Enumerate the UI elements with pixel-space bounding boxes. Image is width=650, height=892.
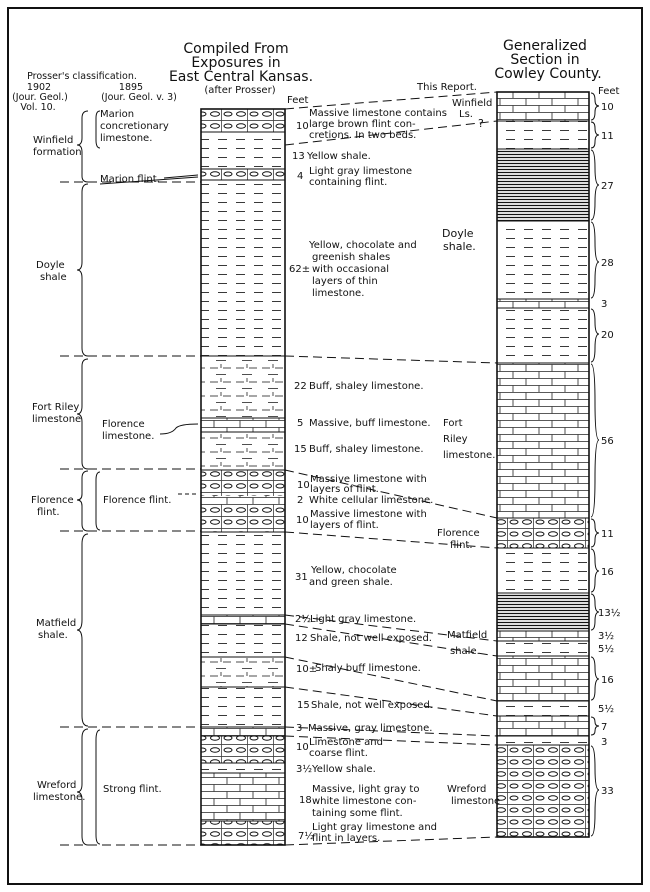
left-thick-14: 15 (297, 700, 310, 711)
class-1895-4-line1: Strong flint. (103, 784, 162, 795)
left-desc-7-1: layers of flint. (310, 484, 379, 495)
right-thick-2: 27 (601, 181, 614, 192)
r-layer-shale-5-5 (497, 641, 589, 656)
right-thick-8: 16 (601, 567, 614, 578)
layer-florence-flint-1 (201, 470, 285, 496)
class-1902-4-line1: Matfield (36, 618, 77, 629)
r-layer-dark-shale-13-5 (497, 593, 589, 631)
left-desc-2-1: containing flint. (309, 177, 388, 188)
left-stratigraphic-column (201, 109, 285, 845)
right-thick-9: 13½ (598, 608, 621, 619)
right-thick-4: 3 (601, 299, 608, 310)
left-desc-18-1: white limestone con- (312, 796, 417, 807)
right-name-1-line2: shale. (443, 240, 476, 253)
layer-yellow-shale-1 (201, 132, 285, 169)
left-desc-16-1: coarse flint. (309, 748, 368, 759)
left-desc-10-1: and green shale. (309, 577, 393, 588)
right-feet-label: Feet (598, 86, 620, 97)
left-title-line4: (after Prosser) (204, 85, 276, 96)
left-column-header (169, 41, 313, 106)
left-thick-17: 3½ (296, 764, 313, 775)
r-layer-shale-5-5b (497, 701, 589, 716)
class-1902-1-line1: Doyle (36, 260, 65, 271)
r-layer-shale-11 (497, 121, 589, 149)
right-name-2-line2: Riley (443, 434, 468, 445)
layer-florence-flint-2 (201, 504, 285, 532)
left-thick-3: 62± (289, 264, 311, 275)
right-name-5-line1: Wreford (447, 784, 487, 795)
right-name-0-line2: Ls. (459, 109, 473, 120)
left-title-line2: Exposures in (191, 55, 281, 71)
left-desc-7-0: Massive limestone with (310, 474, 427, 485)
left-desc-9-1: layers of flint. (310, 520, 379, 531)
left-thick-18: 18 (299, 795, 312, 806)
right-name-2-line1: Fort (443, 418, 463, 429)
prosser-1895-ref: (Jour. Geol. v. 3) (101, 92, 177, 103)
left-title-line3: East Central Kansas. (168, 69, 314, 85)
class-1895-0-line2: concretionary (100, 121, 169, 132)
class-1902-2-line2: limestone (32, 414, 82, 425)
left-desc-11-0: Light gray limestone. (310, 614, 417, 625)
layer-doyle-shale (201, 180, 285, 356)
layer-matfield-shale-1 (201, 532, 285, 615)
layer-limestone-flint-layers (201, 821, 285, 845)
left-thick-19: 7½ (298, 831, 315, 842)
left-desc-0-2: cretions. In two beds. (309, 130, 417, 141)
left-thick-4: 22 (294, 381, 307, 392)
prosser-1902-ref: (Jour. Geol.) (12, 92, 68, 103)
r-layer-winfield-limestone (497, 92, 589, 121)
layer-wreford-massive-limestone (201, 773, 285, 821)
r-layer-fort-riley-56 (497, 363, 589, 518)
left-desc-3-2: with occasional (312, 264, 389, 275)
left-thick-1: 13 (292, 151, 305, 162)
layer-marion-limestone (201, 109, 285, 132)
layer-shaly-buff-limestone (201, 657, 285, 687)
left-desc-3-1: greenish shales (312, 252, 391, 263)
r-layer-doyle-shale-28 (497, 221, 589, 299)
r-layer-limestone-16 (497, 656, 589, 701)
layer-limestone-coarse-flint (201, 736, 285, 763)
right-name-4-line1: Matfield (447, 630, 488, 641)
right-stratigraphic-column (497, 92, 589, 837)
layer-yellow-shale-2 (201, 763, 285, 773)
left-thick-12: 12 (295, 633, 308, 644)
right-thick-3: 28 (601, 258, 614, 269)
left-desc-3-0: Yellow, chocolate and (309, 240, 417, 251)
r-layer-shale-3 (497, 736, 589, 745)
r-layer-shale-20 (497, 308, 589, 363)
right-thick-14: 7 (601, 722, 608, 733)
layer-massive-buff-limestone (201, 418, 285, 432)
uncertain-correlation-mark: ? (478, 117, 484, 130)
class-1902-5-line1: Wreford (37, 780, 77, 791)
classification-1895-labels (100, 109, 171, 795)
r-layer-dark-shale-27 (497, 149, 589, 221)
left-desc-3-4: limestone. (312, 288, 365, 299)
left-desc-5-0: Massive, buff limestone. (309, 418, 431, 429)
left-thick-9: 10 (296, 515, 309, 526)
left-thick-16: 10 (296, 742, 309, 753)
r-layer-wreford-33 (497, 745, 589, 837)
left-thick-0: 10 (296, 121, 309, 132)
left-thick-11: 2½ (295, 614, 312, 625)
class-1902-2-line1: Fort Riley (32, 402, 80, 413)
r-layer-shale-16 (497, 548, 589, 593)
class-1895-0-line1: Marion (100, 109, 135, 120)
right-title-line1: Generalized (503, 38, 587, 54)
left-desc-15-0: Massive, gray limestone. (308, 723, 433, 734)
left-desc-14-0: Shale, not well exposed. (311, 700, 433, 711)
class-1902-5-line2: limestone. (33, 792, 86, 803)
class-1895-0-line3: limestone. (100, 133, 153, 144)
this-report-label: This Report. (417, 82, 477, 93)
right-thick-10: 3½ (598, 631, 615, 642)
right-title-line3: Cowley County. (494, 66, 602, 82)
left-thick-15: 3 (296, 723, 303, 734)
class-1902-3-line1: Florence (31, 495, 74, 506)
left-thick-6: 15 (294, 444, 307, 455)
layer-shale-not-exposed-1 (201, 624, 285, 657)
left-desc-4-0: Buff, shaley limestone. (309, 381, 424, 392)
left-thick-10: 31 (295, 572, 308, 583)
left-desc-16-0: Limestone and (309, 737, 383, 748)
class-1902-3-line2: flint. (37, 507, 60, 518)
class-1902-0-line1: Winfield (33, 135, 74, 146)
left-desc-8-0: White cellular limestone. (309, 495, 434, 506)
r-layer-limestone-7 (497, 716, 589, 736)
left-desc-9-0: Massive limestone with (310, 509, 427, 520)
left-title-line1: Compiled From (183, 41, 289, 57)
right-thick-0: 10 (601, 102, 614, 113)
layer-shale-not-exposed-2 (201, 687, 285, 727)
right-name-3-line1: Florence (437, 528, 480, 539)
classification-1902-brackets (77, 111, 88, 845)
left-desc-0-0: Massive limestone contains (309, 108, 447, 119)
r-layer-florence-flint-11 (497, 518, 589, 548)
left-desc-10-0: Yellow, chocolate (311, 565, 397, 576)
left-desc-19-1: flint in layers. (312, 833, 381, 844)
left-desc-19-0: Light gray limestone and (312, 822, 437, 833)
layer-cellular-limestone (201, 496, 285, 504)
classification-1895-connectors (96, 111, 198, 844)
layer-massive-gray-limestone (201, 727, 285, 736)
right-name-4-line2: shale. (450, 646, 480, 657)
prosser-header (12, 71, 177, 113)
layer-buff-shaley-limestone-1 (201, 356, 285, 418)
r-layer-limestone-3-5 (497, 631, 589, 641)
right-thick-5: 20 (601, 330, 614, 341)
right-title-line2: Section in (510, 52, 580, 68)
right-name-3-line2: flint. (450, 540, 473, 551)
left-desc-17-0: Yellow shale. (312, 764, 376, 775)
left-thick-5: 5 (297, 418, 304, 429)
prosser-1895: 1895 (118, 82, 144, 93)
right-name-1-line1: Doyle (442, 227, 474, 240)
left-desc-1-0: Yellow shale. (307, 151, 371, 162)
left-thick-8: 2 (297, 495, 304, 506)
right-thick-12: 16 (601, 675, 614, 686)
class-1902-0-line2: formation (33, 147, 82, 158)
right-thick-11: 5½ (598, 644, 615, 655)
right-formation-names (437, 98, 500, 807)
right-thick-7: 11 (601, 529, 614, 540)
right-thickness-braces (591, 93, 599, 836)
right-name-2-line3: limestone. (443, 450, 496, 461)
class-1895-2-line2: limestone. (102, 431, 155, 442)
left-desc-12-0: Shale, not well exposed. (310, 633, 432, 644)
left-desc-13-0: Shaly buff limestone. (315, 663, 421, 674)
class-1895-2-line1: Florence (102, 419, 145, 430)
prosser-1902: 1902 (26, 82, 52, 93)
left-desc-3-3: layers of thin (312, 276, 378, 287)
right-thick-15: 3 (601, 737, 608, 748)
left-desc-18-2: taining some flint. (312, 808, 403, 819)
prosser-1902-vol: Vol. 10. (20, 102, 56, 113)
left-desc-6-0: Buff, shaley limestone. (309, 444, 424, 455)
left-feet-label: Feet (287, 95, 309, 106)
class-1895-3-line1: Florence flint. (103, 495, 172, 506)
right-column-header (416, 38, 620, 97)
right-name-5-line2: limestone (451, 796, 501, 807)
layer-light-gray-limestone (201, 615, 285, 624)
right-thick-16: 33 (601, 786, 614, 797)
right-thick-6: 56 (601, 436, 614, 447)
left-desc-0-1: large brown flint con- (309, 119, 416, 130)
left-desc-2-0: Light gray limestone (309, 166, 413, 177)
right-thick-1: 11 (601, 131, 614, 142)
right-name-0-line1: Winfield (452, 98, 493, 109)
class-1902-4-line2: shale. (38, 630, 68, 641)
left-desc-18-0: Massive, light gray to (312, 784, 420, 795)
right-thick-13: 5½ (598, 704, 615, 715)
layer-marion-flint (201, 169, 285, 180)
class-1895-1-line1: Marion flint. (100, 174, 160, 185)
r-layer-thin-limestone-3 (497, 299, 589, 308)
prosser-title: Prosser's classification. (27, 71, 137, 82)
left-thick-2: 4 (297, 171, 304, 182)
left-thick-7: 10 (297, 480, 310, 491)
right-thickness-values (598, 102, 621, 797)
class-1902-1-line2: shale (40, 272, 67, 283)
layer-buff-shaley-limestone-2 (201, 432, 285, 470)
left-thick-13: 10± (296, 664, 318, 675)
